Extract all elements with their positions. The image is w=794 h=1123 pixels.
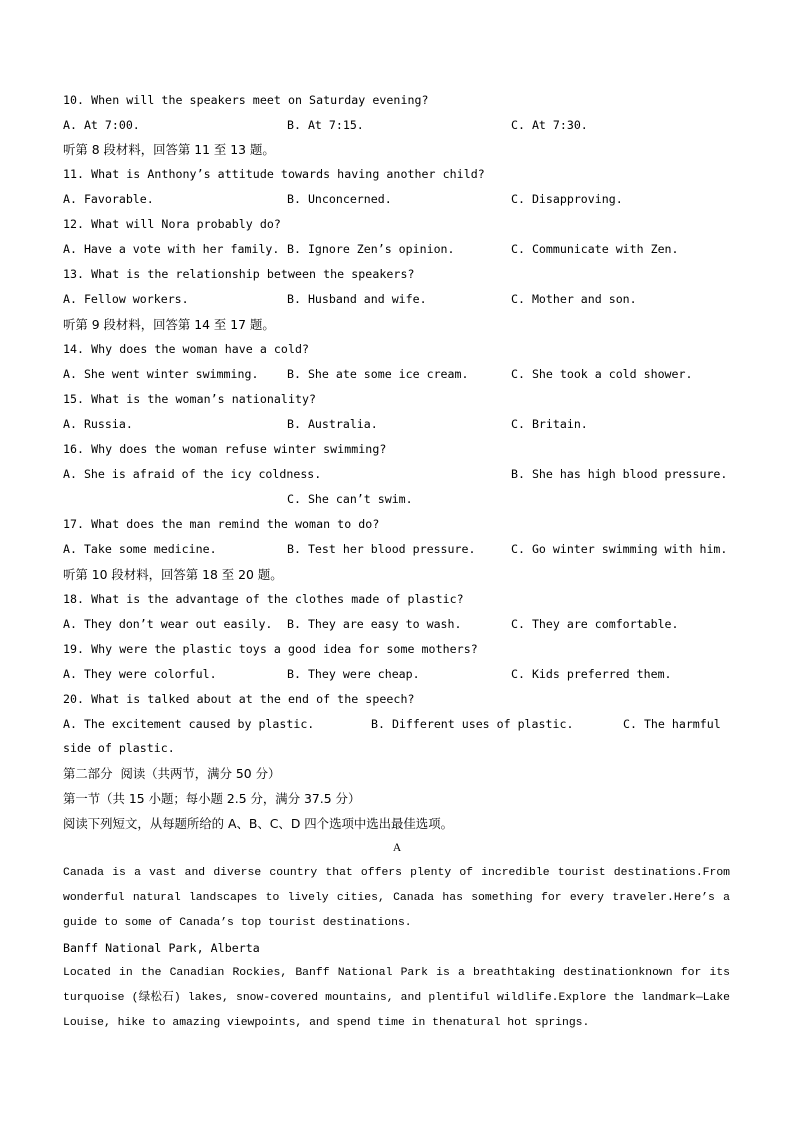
q11-option-b: B. Unconcerned. [287, 192, 392, 206]
q14-option-c: C. She took a cold shower. [511, 367, 693, 381]
question-10: 10. When will the speakers meet on Saturday evening? [63, 93, 429, 107]
q17-option-a: A. Take some medicine. [63, 542, 217, 556]
question-20: 20. What is talked about at the end of the speech? [63, 692, 415, 706]
q19-option-c: C. Kids preferred them. [511, 667, 672, 681]
q11-option-a: A. Favorable. [63, 192, 154, 206]
question-18: 18. What is the advantage of the clothes made of plastic? [63, 592, 464, 606]
question-15: 15. What is the woman’s nationality? [63, 392, 317, 406]
q13-option-a: A. Fellow workers. [63, 292, 189, 306]
section-10-heading: 听第 10 段材料，回答第 18 至 20 题。 [63, 567, 283, 582]
q12-option-c: C. Communicate with Zen. [511, 242, 679, 256]
q19-option-b: B. They were cheap. [287, 667, 420, 681]
banff-paragraph-line: Located in the Canadian Rockies, Banff National Park is a breathtaking destinationknown for its [63, 967, 730, 979]
q15-option-c: C. Britain. [511, 417, 588, 431]
q18-option-c: C. They are comfortable. [511, 617, 679, 631]
banff-paragraph-line: turquoise (绿松石) lakes, snow-covered mountains, and plentiful wildlife.Explore the landmark—Lake [63, 992, 730, 1004]
q18-option-a: A. They don’t wear out easily. [63, 617, 273, 631]
q16-option-b: B. She has high blood pressure. [511, 467, 728, 481]
question-19: 19. Why were the plastic toys a good idea for some mothers? [63, 642, 478, 656]
q10-option-c: C. At 7:30. [511, 118, 588, 132]
q10-option-a: A. At 7:00. [63, 118, 140, 132]
q14-option-a: A. She went winter swimming. [63, 367, 259, 381]
q20-option-a: A. The excitement caused by plastic. [63, 717, 315, 731]
q15-option-a: A. Russia. [63, 417, 133, 431]
question-14: 14. Why does the woman have a cold? [63, 342, 310, 356]
q16-option-a: A. She is afraid of the icy coldness. [63, 467, 322, 481]
q11-option-c: C. Disapproving. [511, 192, 623, 206]
q16-option-c: C. She can’t swim. [287, 492, 413, 506]
question-12: 12. What will Nora probably do? [63, 217, 281, 231]
q13-option-c: C. Mother and son. [511, 292, 637, 306]
q14-option-b: B. She ate some ice cream. [287, 367, 469, 381]
passage-intro-line: Canada is a vast and diverse country that offers plenty of incredible tourist destinations.From [63, 867, 730, 879]
q19-option-a: A. They were colorful. [63, 667, 217, 681]
section-8-heading: 听第 8 段材料，回答第 11 至 13 题。 [63, 142, 275, 157]
q12-option-a: A. Have a vote with her family. [63, 242, 280, 256]
q13-option-b: B. Husband and wife. [287, 292, 427, 306]
passage-intro-paragraph [63, 861, 730, 936]
q17-option-b: B. Test her blood pressure. [287, 542, 476, 556]
banff-paragraph [63, 961, 730, 1036]
reading-instructions: 阅读下列短文，从每题所给的 A、B、C、D 四个选项中选出最佳选项。 [63, 816, 453, 831]
passage-intro-line: wonderful natural landscapes to lively cities, Canada has something for every traveler.Here’s a [63, 892, 730, 904]
passage-intro-line: guide to some of Canada’s top tourist destinations. [63, 917, 412, 929]
q10-option-b: B. At 7:15. [287, 118, 364, 132]
q12-option-b: B. Ignore Zen’s opinion. [287, 242, 455, 256]
q20-option-c-continued: side of plastic. [63, 741, 175, 755]
question-11: 11. What is Anthony’s attitude towards having another child? [63, 167, 485, 181]
section-1-heading: 第一节（共 15 小题；每小题 2.5 分，满分 37.5 分） [63, 791, 361, 806]
question-17: 17. What does the man remind the woman to do? [63, 517, 380, 531]
banff-heading: Banff National Park, Alberta [63, 941, 260, 955]
question-16: 16. Why does the woman refuse winter swimming? [63, 442, 387, 456]
q18-option-b: B. They are easy to wash. [287, 617, 462, 631]
q20-option-c: C. The harmful [623, 717, 721, 731]
q20-option-b: B. Different uses of plastic. [371, 717, 574, 731]
part-2-heading: 第二部分 阅读（共两节，满分 50 分） [63, 766, 281, 781]
section-9-heading: 听第 9 段材料，回答第 14 至 17 题。 [63, 317, 275, 332]
banff-paragraph-line: Louise, hike to amazing viewpoints, and spend time in thenatural hot springs. [63, 1017, 590, 1029]
q15-option-b: B. Australia. [287, 417, 378, 431]
q17-option-c: C. Go winter swimming with him. [511, 542, 728, 556]
passage-label: A [392, 842, 402, 854]
question-13: 13. What is the relationship between the speakers? [63, 267, 415, 281]
